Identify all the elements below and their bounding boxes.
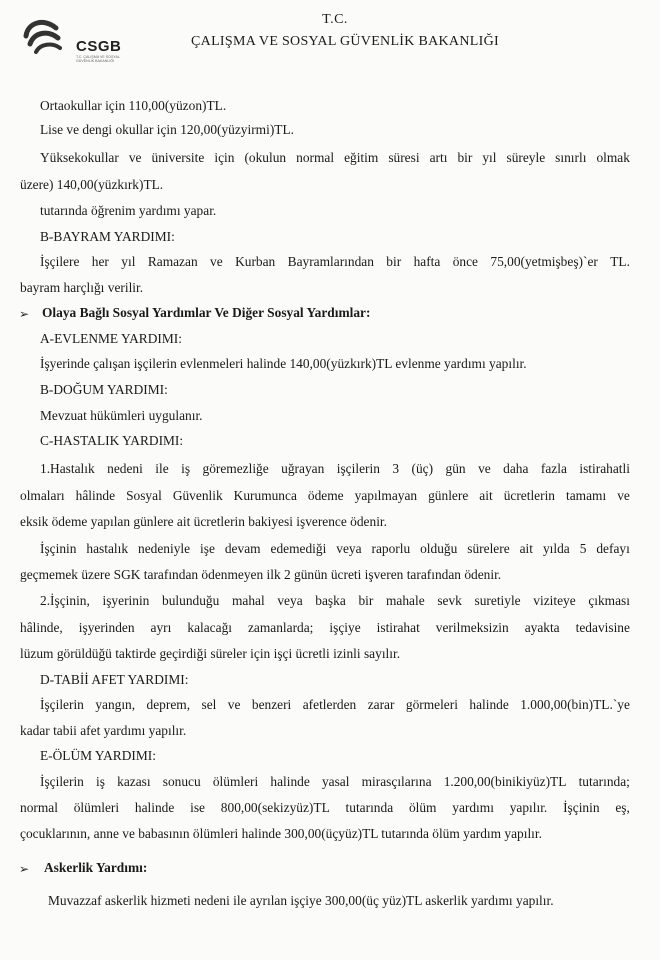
word: İşçinin: [40, 541, 77, 556]
word: viziteye: [533, 593, 576, 608]
word: Kurban: [235, 254, 276, 269]
word: mahale: [385, 593, 425, 608]
word: tamamı: [566, 488, 607, 503]
word: için: [214, 150, 235, 165]
text-line: bayram harçlığı verilir.: [20, 280, 144, 295]
word: 2.İşçinin,: [40, 593, 90, 608]
word: eş,: [615, 800, 630, 815]
word: raporlu: [371, 541, 411, 556]
word: sürelere: [467, 541, 510, 556]
word: işçilerin: [336, 461, 380, 476]
word: verilmeksizin: [435, 620, 509, 635]
word: hafta: [413, 254, 441, 269]
word: Kurumunca: [233, 488, 297, 503]
word: sınırlı: [555, 150, 587, 165]
word: daha: [503, 461, 529, 476]
word: eğitim: [344, 150, 379, 165]
word: İşçilerin: [40, 697, 84, 712]
section-heading: D-TABİİ AFET YARDIMI:: [40, 672, 189, 687]
word: süresi: [388, 150, 420, 165]
word: bir: [358, 593, 374, 608]
bold-heading: Askerlik Yardımı:: [44, 860, 148, 875]
word: hâlinde: [75, 488, 116, 503]
word: üniversite: [151, 150, 205, 165]
word: (okulun: [244, 150, 287, 165]
logo-text: CSGB: [76, 38, 122, 55]
bold-heading: Olaya Bağlı Sosyal Yardımlar Ve Diğer Sosyal Yardımlar:: [42, 305, 371, 320]
word: ödeme: [307, 488, 344, 503]
justified-line: [40, 541, 630, 557]
csgb-logo: [20, 14, 138, 74]
word: 3: [392, 461, 400, 476]
word: ayakta: [524, 620, 560, 635]
word: nedeniyle: [138, 541, 191, 556]
word: nedeni: [107, 461, 143, 476]
word: hâlinde,: [20, 620, 63, 635]
word: İşçilerin: [40, 774, 84, 789]
word: kalacağı: [187, 620, 232, 635]
text-line: eksik ödeme yapılan günlere ait ücretlerin bakiyesi işverence ödenir.: [20, 514, 387, 529]
word: ölüm: [408, 800, 437, 815]
word: normal: [296, 150, 335, 165]
word: Ramazan: [147, 254, 198, 269]
word: İşçilere: [40, 254, 80, 269]
justified-line: [40, 593, 630, 609]
word: tedavisine: [575, 620, 630, 635]
word: afetlerden: [302, 697, 357, 712]
text-line: İşyerinde çalışan işçilerin evlenmeleri halinde 140,00(yüzkırk)TL evlenme yardımı yapılır.: [40, 356, 527, 371]
section-heading: B-DOĞUM YARDIMI:: [40, 382, 168, 397]
word: zamanlarda;: [247, 620, 314, 635]
word: halinde: [270, 774, 310, 789]
word: işyerinin: [102, 593, 150, 608]
justified-line: [20, 488, 630, 504]
word: fazla: [540, 461, 567, 476]
text-line: Muvazzaf askerlik hizmeti nedeni ile ayrılan işçiye 300,00(üç yüz)TL askerlik yardımı yapılır.: [48, 893, 554, 908]
word: Bayramlarından: [287, 254, 374, 269]
word: ve: [210, 254, 223, 269]
word: uğrayan: [281, 461, 325, 476]
text-line: geçmemek üzere SGK tarafından ödenmeyen ilk 2 günün ücreti işveren tarafından ödenir.: [20, 567, 502, 582]
word: süreyle: [506, 150, 546, 165]
word: yapılmayan: [354, 488, 418, 503]
word: bir: [457, 150, 473, 165]
word: artı: [429, 150, 448, 165]
justified-line: [20, 800, 630, 816]
word: işçiye: [329, 620, 361, 635]
header-tc: T.C.: [322, 12, 348, 27]
word: normal: [20, 800, 58, 815]
word: istirahatli: [579, 461, 630, 476]
word: suretiyle: [474, 593, 521, 608]
word: işyerinden: [78, 620, 135, 635]
word: devam: [224, 541, 261, 556]
word: çıkması: [588, 593, 630, 608]
word: görmeleri: [405, 697, 458, 712]
word: yangın,: [95, 697, 136, 712]
word: başka: [315, 593, 346, 608]
word: ölümleri: [212, 774, 259, 789]
word: bulunduğu: [162, 593, 220, 608]
word: hastalık: [86, 541, 129, 556]
word: mahal: [231, 593, 265, 608]
word: tutarında: [345, 800, 394, 815]
word: her: [91, 254, 109, 269]
justified-line: [40, 697, 630, 713]
bullet-arrow-icon: ➢: [19, 307, 30, 321]
text-line: çocuklarının, anne ve babasının ölümleri halinde 300,00(üçyüz)TL tutarında ölüm yardım yapılır.: [20, 826, 542, 841]
word: ile: [155, 461, 169, 476]
text-line: Mevzuat hükümleri uygulanır.: [40, 408, 203, 423]
word: sonucu: [162, 774, 201, 789]
word: olduğu: [420, 541, 458, 556]
word: benzeri: [251, 697, 292, 712]
word: ve: [128, 150, 142, 165]
word: olmak: [596, 150, 630, 165]
word: yılda: [542, 541, 570, 556]
word: gün: [445, 461, 466, 476]
text-line: lüzum görüldüğü taktirde geçirdiği süreler için işçi ücretli izinli sayılır.: [20, 646, 401, 661]
justified-line: [40, 150, 630, 166]
justified-line: [40, 774, 630, 790]
section-heading: E-ÖLÜM YARDIMI:: [40, 748, 156, 763]
word: işe: [200, 541, 215, 556]
word: ve: [478, 461, 491, 476]
text-line: Lise ve dengi okullar için 120,00(yüzyirmi)TL.: [40, 122, 294, 137]
word: önce: [452, 254, 478, 269]
justified-line: [40, 461, 630, 477]
word: olmaları: [20, 488, 65, 503]
text-line: üzere) 140,00(yüzkırk)TL.: [20, 177, 164, 192]
word: ait: [479, 488, 493, 503]
bullet-arrow-icon: ➢: [19, 862, 30, 876]
word: yıl: [121, 254, 136, 269]
word: veya: [277, 593, 303, 608]
word: 1.200,00(binikiyüz)TL: [443, 774, 567, 789]
word: yıl: [482, 150, 497, 165]
justified-line: [40, 254, 630, 270]
word: Sosyal: [126, 488, 162, 503]
text-line: tutarında öğrenim yardımı yapar.: [40, 203, 217, 218]
word: ise: [190, 800, 205, 815]
word: göremezliğe: [202, 461, 269, 476]
word: veya: [336, 541, 362, 556]
word: 5: [579, 541, 587, 556]
word: halinde: [469, 697, 509, 712]
text-line: kadar tabii afet yardımı yapılır.: [20, 723, 187, 738]
word: İşçinin: [563, 800, 600, 815]
section-heading: C-HASTALIK YARDIMI:: [40, 433, 184, 448]
word: günlere: [428, 488, 469, 503]
word: yapılır.: [509, 800, 548, 815]
word: Güvenlik: [172, 488, 223, 503]
word: ölümleri: [73, 800, 120, 815]
word: kazası: [117, 774, 151, 789]
word: defayı: [596, 541, 630, 556]
word: iş: [181, 461, 191, 476]
logo-subtext: T.C. ÇALIŞMA VE SOSYAL GÜVENLİK BAKANLIĞI: [76, 55, 120, 64]
word: tutarında;: [578, 774, 630, 789]
word: ve: [617, 488, 630, 503]
word: ve: [227, 697, 241, 712]
word: (üç): [411, 461, 434, 476]
csgb-logo-mark: [20, 14, 76, 64]
text-line: Ortaokullar için 110,00(yüzon)TL.: [40, 98, 227, 113]
word: mirasçılarına: [361, 774, 432, 789]
word: istirahat: [376, 620, 420, 635]
word: yardımı: [452, 800, 494, 815]
word: 1.000,00(bin)TL.`ye: [520, 697, 630, 712]
word: ayrı: [150, 620, 172, 635]
justified-line: [20, 620, 630, 636]
section-heading: A-EVLENME YARDIMI:: [40, 331, 182, 346]
word: iş: [96, 774, 105, 789]
word: edemediği: [270, 541, 327, 556]
word: sel: [201, 697, 217, 712]
header-ministry: ÇALIŞMA VE SOSYAL GÜVENLİK BAKANLIĞI: [191, 34, 499, 49]
word: ait: [519, 541, 533, 556]
word: TL.: [610, 254, 630, 269]
word: 75,00(yetmişbeş)`er: [490, 254, 598, 269]
word: zarar: [367, 697, 395, 712]
word: ücretlerin: [503, 488, 555, 503]
word: halinde: [134, 800, 175, 815]
word: bir: [386, 254, 402, 269]
word: deprem,: [146, 697, 191, 712]
word: sevk: [437, 593, 462, 608]
section-heading: B-BAYRAM YARDIMI:: [40, 229, 175, 244]
word: Yüksekokullar: [40, 150, 119, 165]
word: 800,00(sekizyüz)TL: [220, 800, 330, 815]
word: 1.Hastalık: [40, 461, 95, 476]
word: yasal: [321, 774, 350, 789]
